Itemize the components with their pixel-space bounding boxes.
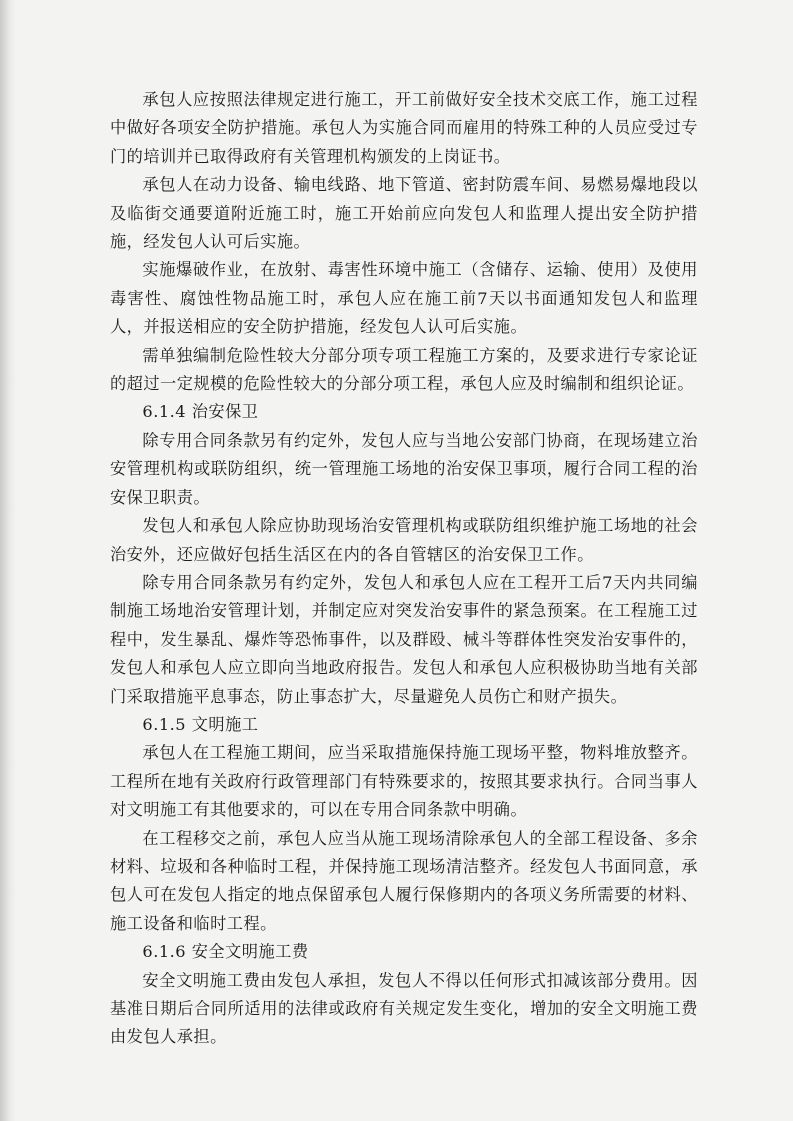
scan-shadow-edge [0, 0, 16, 1121]
section-heading-6-1-6: 6.1.6 安全文明施工费 [142, 942, 309, 962]
section-heading-6-1-5: 6.1.5 文明施工 [142, 714, 259, 734]
section-heading-6-1-4: 6.1.4 治安保卫 [142, 402, 259, 422]
paragraph-security-organization: 除专用合同条款另有约定外，发包人应与当地公安部门协商，在现场建立治安管理机构或联防组织，统一管理施工场地的治安保卫事项，履行合同工程的治安保卫职责。 [110, 430, 698, 507]
paragraph-safety-measures: 承包人应按照法律规定进行施工，开工前做好安全技术交底工作，施工过程中做好各项安全防护措施。承包人为实施合同而雇用的特殊工种的人员应受过专门的培训并已取得政府有关管理机构颁发的上岗证书。 [110, 90, 698, 166]
paragraph-emergency-plan: 除专用合同条款另有约定外，发包人和承包人应在工程开工后7天内共同编制施工场地治安管理计划，并制定应对突发治安事件的紧急预案。在工程施工过程中，发生暴乱、爆炸等恐怖事件，以及群殴、械斗等群体性突发治安事件的，发包人和承包人应立即向当地政府报告。发包人和承包人应积极协助当地有关部门采取措施平息事态，防止事态扩大，尽量避免人员伤亡和财产损失。 [110, 572, 698, 706]
paragraph-social-security: 发包人和承包人除应协助现场治安管理机构或联防组织维护施工场地的社会治安外，还应做好包括生活区在内的各自管辖区的治安保卫工作。 [110, 516, 698, 564]
paragraph-civilized-construction: 承包人在工程施工期间，应当采取措施保持施工现场平整，物料堆放整齐。工程所在地有关政府行政管理部门有特殊要求的，按照其要求执行。合同当事人对文明施工有其他要求的，可以在专用合同条款中明确。 [110, 743, 698, 820]
paragraph-safety-fee: 安全文明施工费由发包人承担，发包人不得以任何形式扣减该部分费用。因基准日期后合同所适用的法律或政府有关规定发生变化，增加的安全文明施工费由发包人承担。 [110, 970, 698, 1047]
document-page [110, 86, 698, 1052]
paragraph-expert-review: 需单独编制危险性较大分部分项专项工程施工方案的，及要求进行专家论证的超过一定规模的危险性较大的分部分项工程，承包人应及时编制和组织论证。 [110, 345, 698, 394]
paragraph-hazardous-sites: 承包人在动力设备、输电线路、地下管道、密封防震车间、易燃易爆地段以及临街交通要道附近施工时，施工开始前应向发包人和监理人提出安全防护措施，经发包人认可后实施。 [110, 175, 698, 252]
paragraph-blasting-work: 实施爆破作业，在放射、毒害性环境中施工（含储存、运输、使用）及使用毒害性、腐蚀性物品施工时，承包人应在施工前7天以书面通知发包人和监理人，并报送相应的安全防护措施，经发包人认可后实施。 [110, 260, 698, 337]
paragraph-site-clearance: 在工程移交之前，承包人应当从施工现场清除承包人的全部工程设备、多余材料、垃圾和各种临时工程，并保持施工现场清洁整齐。经发包人书面同意，承包人可在发包人指定的地点保留承包人履行保修期内的各项义务所需要的材料、施工设备和临时工程。 [110, 828, 698, 933]
